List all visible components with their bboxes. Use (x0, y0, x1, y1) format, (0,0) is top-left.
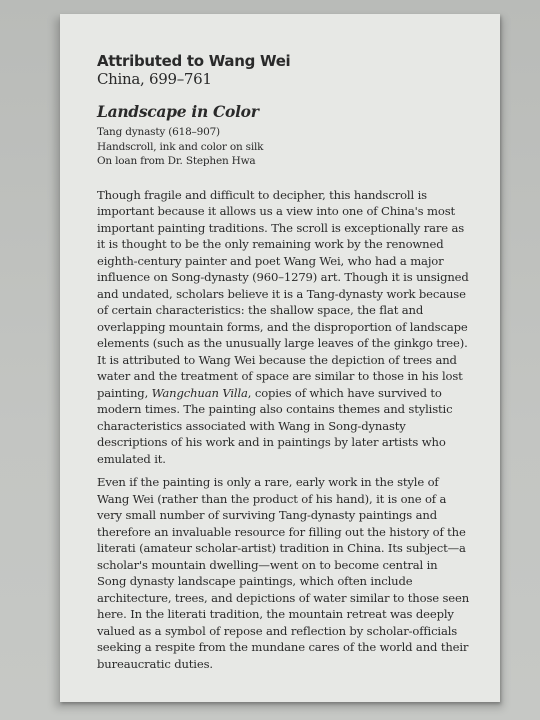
description-text (97, 187, 470, 673)
artwork-credit-line: On loan from Dr. Stephen Hwa (97, 155, 256, 167)
description-paragraph-1-start: Though fragile and difficult to decipher, this handscroll is important because it allows us a view into one of China's most important painting traditions. The scroll is exceptionally rare as it is thought to be the only remaining work by the renowned eighth-century painter and poet Wang Wei, who had a major influence on Song-dynasty (960–1279) art. Though it is unsigned and undated, scholars believe it is a Tang-dynasty work because of certain characteristics: the shallow space, the flat and overlapping mountain forms, and the disproportion of landscape elements (such as the unusually large leaves of the ginkgo tree). It is attributed to Wang Wei because the depiction of trees and water and the treatment of space are similar to those in his lost painting, (97, 187, 469, 400)
description-paragraph-1 (97, 187, 470, 468)
description-paragraph-2: Even if the painting is only a rare, early work in the style of Wang Wei (rather than the product of his hand), it is one of a very small number of surviving Tang-dynasty paintings and therefore an invaluable resource for filling out the history of the literati (amateur scholar-artist) tradition in China. Its subject—a scholar's mountain dwelling—went on to become central in Song dynasty landscape paintings, which often include architecture, trees, and depictions of water similar to those seen here. In the literati tradition, the mountain retreat was deeply valued as a symbol of repose and reflection by scholar-officials seeking a respite from the mundane cares of the world and their bureaucratic duties. (97, 475, 470, 671)
museum-label-card (60, 14, 500, 702)
artwork-period: Tang dynasty (618–907) (97, 126, 220, 138)
artwork-title: Landscape in Color (97, 102, 259, 121)
lost-painting-title: Wangchuan Villa (151, 385, 248, 400)
description-paragraph-1-end: , copies of which have survived to modern times. The painting also contains themes and stylistic characteristics associated with Wang in Song-dynasty descriptions of his work and in paintings by later artists who emulated it. (97, 385, 453, 466)
artwork-medium: Handscroll, ink and color on silk (97, 140, 264, 153)
artist-origin-dates: China, 699–761 (97, 70, 212, 88)
artist-name: Attributed to Wang Wei (97, 52, 291, 70)
